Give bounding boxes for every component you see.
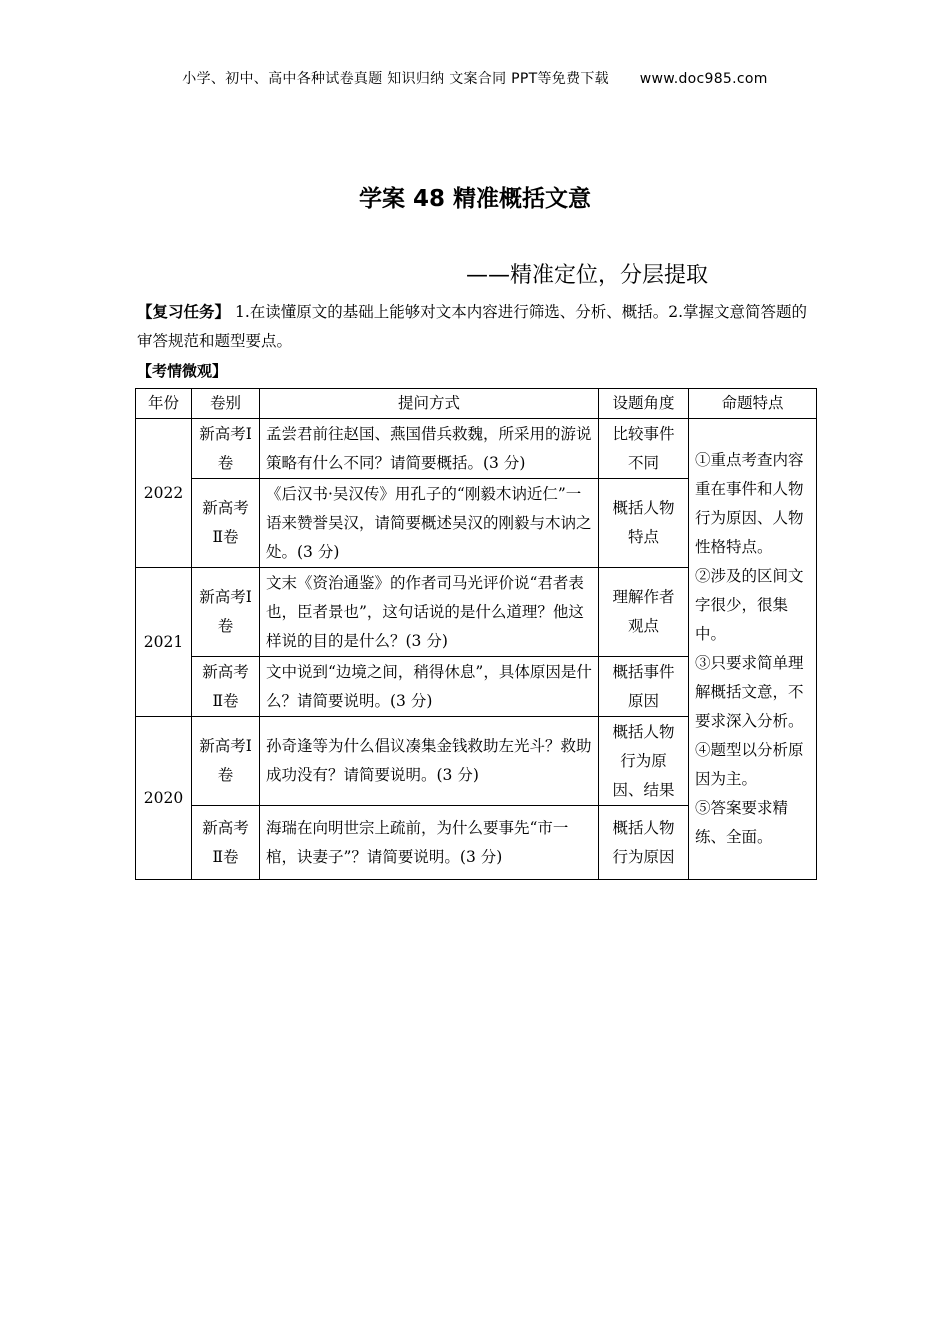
- angle-cell: 概括事件原因: [599, 657, 689, 717]
- exam-table: [135, 388, 817, 880]
- page-header: [0, 68, 950, 88]
- exam-overview-tag: 【考情微观】: [137, 362, 228, 380]
- feature-cell: [689, 419, 817, 880]
- page-title: 学案 48 精准概括文意: [358, 186, 592, 212]
- angle-cell: 概括人物行为原因: [599, 806, 689, 880]
- year-cell: 2022: [136, 419, 192, 568]
- question-cell: 文末《资治通鉴》的作者司马光评价说“君者表也，臣者景也”，这句话说的是什么道理？他这样说的目的是什么？(3 分): [260, 568, 599, 657]
- review-task-text: 1.在读懂原文的基础上能够对文本内容进行筛选、分析、概括。2.掌握文意简答题的审答规范和题型要点。: [137, 303, 808, 350]
- feature-item: ①重点考查内容重在事件和人物行为原因、人物性格特点。: [695, 451, 804, 556]
- review-task: [137, 298, 817, 356]
- angle-cell: 比较事件不同: [599, 419, 689, 479]
- header-paper: 卷别: [192, 389, 260, 419]
- question-cell: 孟尝君前往赵国、燕国借兵救魏，所采用的游说策略有什么不同？请简要概括。(3 分): [260, 419, 599, 479]
- paper-cell: 新高考Ⅰ卷: [192, 717, 260, 806]
- angle-cell: 概括人物特点: [599, 479, 689, 568]
- table-header-row: [136, 389, 817, 419]
- feature-item: ④题型以分析原因为主。: [695, 741, 804, 788]
- year-cell: 2020: [136, 717, 192, 880]
- question-cell: 海瑞在向明世宗上疏前，为什么要事先“市一棺，诀妻子”？请简要说明。(3 分): [260, 806, 599, 880]
- feature-item: ②涉及的区间文字很少，很集中。: [695, 567, 804, 643]
- paper-cell: 新高考Ⅰ卷: [192, 568, 260, 657]
- feature-item: ⑤答案要求精练、全面。: [695, 799, 789, 846]
- header-year: 年份: [136, 389, 192, 419]
- question-cell: 《后汉书·吴汉传》用孔子的“刚毅木讷近仁”一语来赞誉吴汉，请简要概述吴汉的刚毅与木讷之处。(3 分): [260, 479, 599, 568]
- page-subtitle: ——精准定位，分层提取: [466, 263, 709, 288]
- angle-cell: 理解作者观点: [599, 568, 689, 657]
- question-cell: 文中说到“边境之间，稍得休息”，具体原因是什么？请简要说明。(3 分): [260, 657, 599, 717]
- question-cell: 孙奇逢等为什么倡议凑集金钱救助左光斗？救助成功没有？请简要说明。(3 分): [260, 717, 599, 806]
- review-task-tag: 【复习任务】: [137, 303, 231, 321]
- paper-cell: 新高考Ⅰ卷: [192, 419, 260, 479]
- paper-cell: 新高考Ⅱ卷: [192, 657, 260, 717]
- table-row: [136, 419, 817, 479]
- paper-cell: 新高考Ⅱ卷: [192, 806, 260, 880]
- feature-item: ③只要求简单理解概括文意，不要求深入分析。: [695, 654, 804, 730]
- paper-cell: 新高考Ⅱ卷: [192, 479, 260, 568]
- header-site[interactable]: www.doc985.com: [639, 71, 768, 87]
- header-angle: 设题角度: [599, 389, 689, 419]
- header-feature: 命题特点: [689, 389, 817, 419]
- header-text: 小学、初中、高中各种试卷真题 知识归纳 文案合同 PPT等免费下载: [182, 71, 609, 87]
- angle-cell: 概括人物行为原因、结果: [599, 717, 689, 806]
- year-cell: 2021: [136, 568, 192, 717]
- header-question: 提问方式: [260, 389, 599, 419]
